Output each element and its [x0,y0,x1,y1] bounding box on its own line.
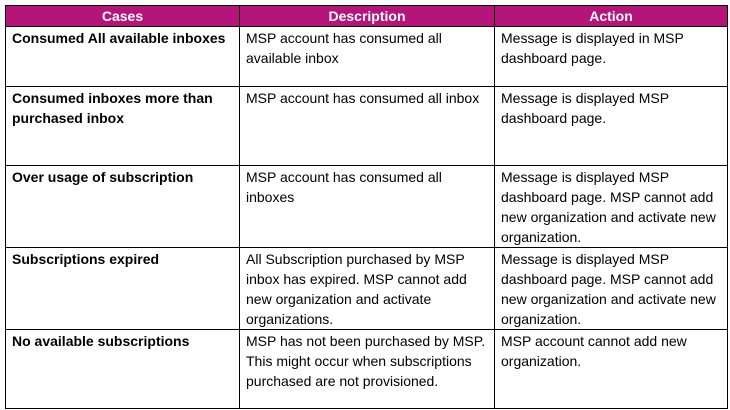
header-description: Description [240,6,495,27]
table-row [6,166,728,248]
action-cell: MSP account cannot add new organization. [495,330,728,409]
table-row [6,87,728,166]
action-cell: Message is displayed MSP dashboard page. [495,87,728,166]
cases-table [5,5,728,409]
table-body [6,27,728,409]
case-cell: Over usage of subscription [6,166,240,248]
action-cell: Message is displayed MSP dashboard page. MSP cannot add new organization and activate new organization. [495,248,728,330]
case-cell: Consumed All available inboxes [6,27,240,87]
table-row [6,330,728,409]
table-row [6,27,728,87]
case-cell: No available subscriptions [6,330,240,409]
action-cell: Message is displayed in MSP dashboard page. [495,27,728,87]
description-cell: MSP account has consumed all inboxes [240,166,495,248]
action-cell: Message is displayed MSP dashboard page. MSP cannot add new organization and activate new organization. [495,166,728,248]
case-cell: Subscriptions expired [6,248,240,330]
header-cases: Cases [6,6,240,27]
table-header [6,6,728,27]
description-cell: MSP has not been purchased by MSP. This might occur when subscriptions purchased are not provisioned. [240,330,495,409]
description-cell: All Subscription purchased by MSP inbox has expired. MSP cannot add new organization and activate organizations. [240,248,495,330]
table-row [6,248,728,330]
case-cell: Consumed inboxes more than purchased inbox [6,87,240,166]
description-cell: MSP account has consumed all inbox [240,87,495,166]
header-row [6,6,728,27]
description-cell: MSP account has consumed all available inbox [240,27,495,87]
header-action: Action [495,6,728,27]
